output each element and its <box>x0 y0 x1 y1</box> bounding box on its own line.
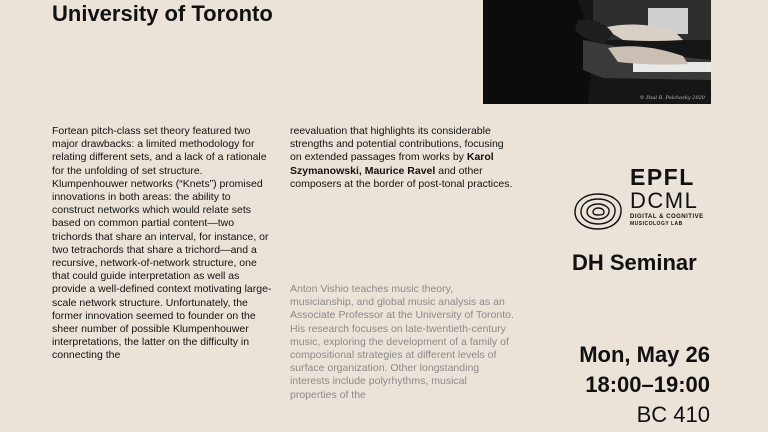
abstract-column-2 <box>290 125 515 191</box>
dcml-logo-icon <box>571 190 625 232</box>
photo-credit: © Paul B. Polchosky 2020 <box>639 95 705 101</box>
pianist-photo-illustration <box>483 0 711 104</box>
composer-names: Karol Szymanowski, Maurice Ravel <box>290 151 494 177</box>
dcml-logo: DCML <box>630 188 699 213</box>
speaker-photo <box>483 0 711 104</box>
abstract-text: reevaluation that highlights its considerable strengths and potential contributions, focusing on extended passages from works by <box>290 125 504 164</box>
speaker-affiliation: University of Toronto <box>52 1 273 26</box>
lab-name-line-2: MUSICOLOGY LAB <box>630 221 683 227</box>
abstract-text-end: and other composers at the border of post-tonal practices. <box>290 164 513 190</box>
event-room: BC 410 <box>636 402 710 427</box>
abstract-column-1: Fortean pitch-class set theory featured two major drawbacks: a limited methodology for relating different sets, and a lack of a rationale for the unfolding of set structure. Klumpenhouwer networks (“Knets”) promised innovations in both areas: the ability to construct networks which would relate sets based on common partial content—two trichords that share an interval, for instance, or two tetrachords that share a trichord—and a recursive, network-of-network structure, one that could guide interpretation as well as provide a well-defined context motivating large-scale network structure. Unfortunately, the former innovation seemed to founder on the sheer number of possible Klumpenhouwer interpretations, the latter on the difficulty in connecting the <box>52 125 272 362</box>
event-date: Mon, May 26 <box>579 342 710 367</box>
event-time: 18:00–19:00 <box>585 372 710 397</box>
speaker-bio: Anton Vishio teaches music theory, musicianship, and global music analysis as an Associate Professor at the University of Toronto. His research focuses on late-twentieth-century music, exploring the development of a family of compositional strategies at different levels of surface organization. Other longstanding interests include polyrhythms, musical properties of the <box>290 283 514 401</box>
lab-name-line-1: DIGITAL & COGNITIVE <box>630 214 704 220</box>
seminar-title: DH Seminar <box>572 250 697 275</box>
epfl-logo: EPFL <box>630 164 695 190</box>
